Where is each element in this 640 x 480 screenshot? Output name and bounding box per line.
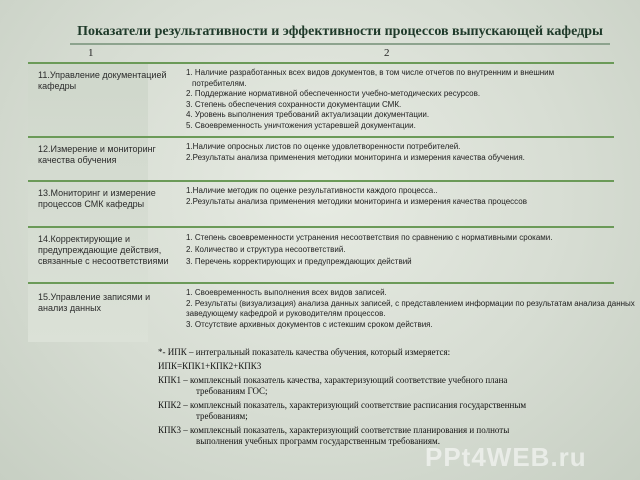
definition-line: требованиям; (196, 411, 248, 421)
footnote-intro: *- ИПК – интегральный показатель качества обучения, который измеряется: (158, 347, 451, 357)
list-item: 5. Своевременность уничтожения устаревшей документации. (186, 120, 416, 130)
list-item: 1. Своевременность выполнения всех видов записей. (186, 288, 387, 297)
row-items (186, 186, 640, 207)
list-item: 1.Наличие методик по оценке результативности каждого процесса.. (186, 186, 438, 195)
title-rule (70, 43, 610, 45)
definition-line: КПК1 – комплексный показатель качества, характеризующий соответствие учебного плана (158, 375, 508, 385)
column-number-2: 2 (384, 47, 390, 59)
row-label: 13.Мониторинг и измерение процессов СМК кафедры (38, 188, 156, 209)
list-item: 2. Результаты (визуализация) анализа данных записей, с представлением информации по результатам анализа данных заведующему кафедрой и руководителям процессов. (186, 298, 635, 318)
table-row (28, 136, 614, 182)
page-title: Показатели результативности и эффективности процессов выпускающей кафедры (77, 24, 603, 39)
row-label: 15.Управление записями и анализ данных (38, 292, 151, 313)
row-label: 12.Измерение и мониторинг качества обучения (38, 144, 156, 165)
row-items (186, 232, 640, 268)
table-row (28, 62, 614, 138)
definition-item (158, 400, 614, 422)
definition-line: КПК3 – комплексный показатель, характеризующий соответствие планирования и полноты (158, 425, 510, 435)
definition-line: выполнения учебных программ государственным требованиям. (196, 436, 440, 446)
row-items (186, 142, 640, 163)
list-item: потребителям. (192, 78, 247, 88)
list-item: 3. Перечень корректирующих и предупреждающих действий (186, 257, 412, 266)
column-number-1: 1 (88, 47, 94, 59)
watermark: PPt4WEB.ru (425, 442, 587, 472)
table-row (28, 180, 614, 228)
list-item: 3. Степень обеспечения сохранности документации СМК. (186, 99, 402, 109)
table-row (28, 282, 635, 346)
list-item: 2. Поддержание нормативной обеспеченности учебно-методических ресурсов. (186, 89, 481, 98)
footnote-formula: ИПК=КПК1+КПК2+КПК3 (158, 361, 262, 371)
definition-line: требованиям ГОС; (196, 386, 268, 396)
list-item: 3. Отсутствие архивных документов с истекшим сроком действия. (186, 319, 433, 329)
row-items (186, 68, 640, 131)
list-item: 1.Наличие опросных листов по оценке удовлетворенности потребителей. (186, 142, 461, 151)
list-item: 2.Результаты анализа применения методики мониторинга и измерения качества процессов (186, 196, 527, 206)
list-item: 2.Результаты анализа применения методики мониторинга и измерения качества обучения. (186, 152, 525, 162)
table-row (28, 226, 614, 284)
row-items (186, 288, 640, 330)
list-item: 1. Наличие разработанных всех видов документов, в том числе отчетов по внутренним и внешним (186, 68, 555, 77)
definition-item (158, 375, 614, 397)
definition-line: КПК2 – комплексный показатель, характеризующий соответствие расписания государственным (158, 400, 527, 410)
footnote (158, 347, 614, 450)
row-label: 11.Управление документацией кафедры (38, 70, 167, 91)
list-item: 4. Уровень выполнения требований актуализации документации. (186, 110, 430, 119)
row-label: 14.Корректирующие и предупреждающие действия, связанные с несоответствиями (38, 234, 169, 266)
list-item: 1. Степень своевременности устранения несоответствия по сравнению с нормативными сроками. (186, 233, 553, 242)
list-item: 2. Количество и структура несоответствий. (186, 245, 346, 254)
